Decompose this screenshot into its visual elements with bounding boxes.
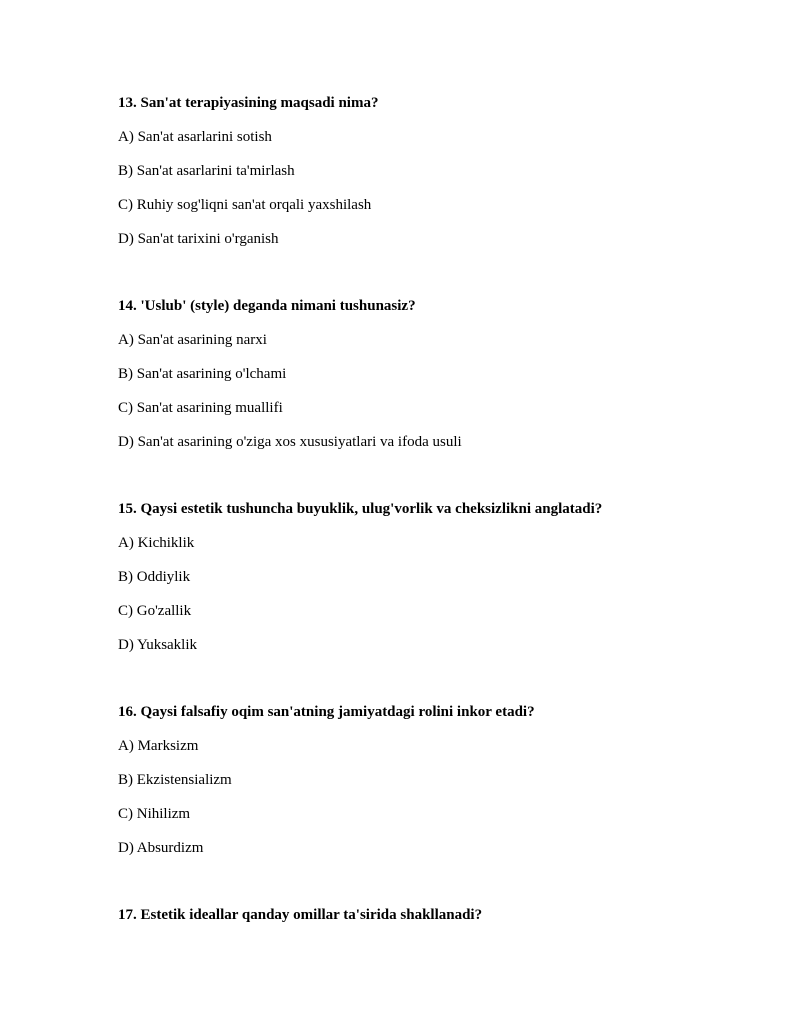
question-14-option-b: B) San'at asarining o'lchami	[118, 366, 287, 382]
question-15-option-d: D) Yuksaklik	[118, 637, 198, 653]
question-13-option-c: C) Ruhiy sog'liqni san'at orqali yaxshilash	[118, 197, 372, 213]
question-13-option-a: A) San'at asarlarini sotish	[118, 129, 272, 145]
question-13-option-b: B) San'at asarlarini ta'mirlash	[118, 163, 295, 179]
question-13-option-d: D) San'at tarixini o'rganish	[118, 231, 279, 247]
question-15-option-c: C) Go'zallik	[118, 603, 192, 619]
question-16-title: 16. Qaysi falsafiy oqim san'atning jamiyatdagi rolini inkor etadi?	[118, 704, 535, 720]
question-14-option-a: A) San'at asarining narxi	[118, 332, 267, 348]
question-15-option-b: B) Oddiylik	[118, 569, 191, 585]
question-13-title: 13. San'at terapiyasining maqsadi nima?	[118, 95, 379, 111]
question-14-option-c: C) San'at asarining muallifi	[118, 400, 283, 416]
question-16-option-a: A) Marksizm	[118, 738, 199, 754]
question-14-option-d: D) San'at asarining o'ziga xos xususiyatlari va ifoda usuli	[118, 434, 462, 450]
question-16-option-d: D) Absurdizm	[118, 840, 204, 856]
question-16-option-b: B) Ekzistensializm	[118, 772, 232, 788]
question-14-title: 14. 'Uslub' (style) deganda nimani tushunasiz?	[118, 298, 416, 314]
question-15-title: 15. Qaysi estetik tushuncha buyuklik, ulug'vorlik va cheksizlikni anglatadi?	[118, 501, 603, 517]
question-16-option-c: C) Nihilizm	[118, 806, 191, 822]
question-15-option-a: A) Kichiklik	[118, 535, 195, 551]
question-17-title: 17. Estetik ideallar qanday omillar ta'sirida shakllanadi?	[118, 907, 483, 923]
